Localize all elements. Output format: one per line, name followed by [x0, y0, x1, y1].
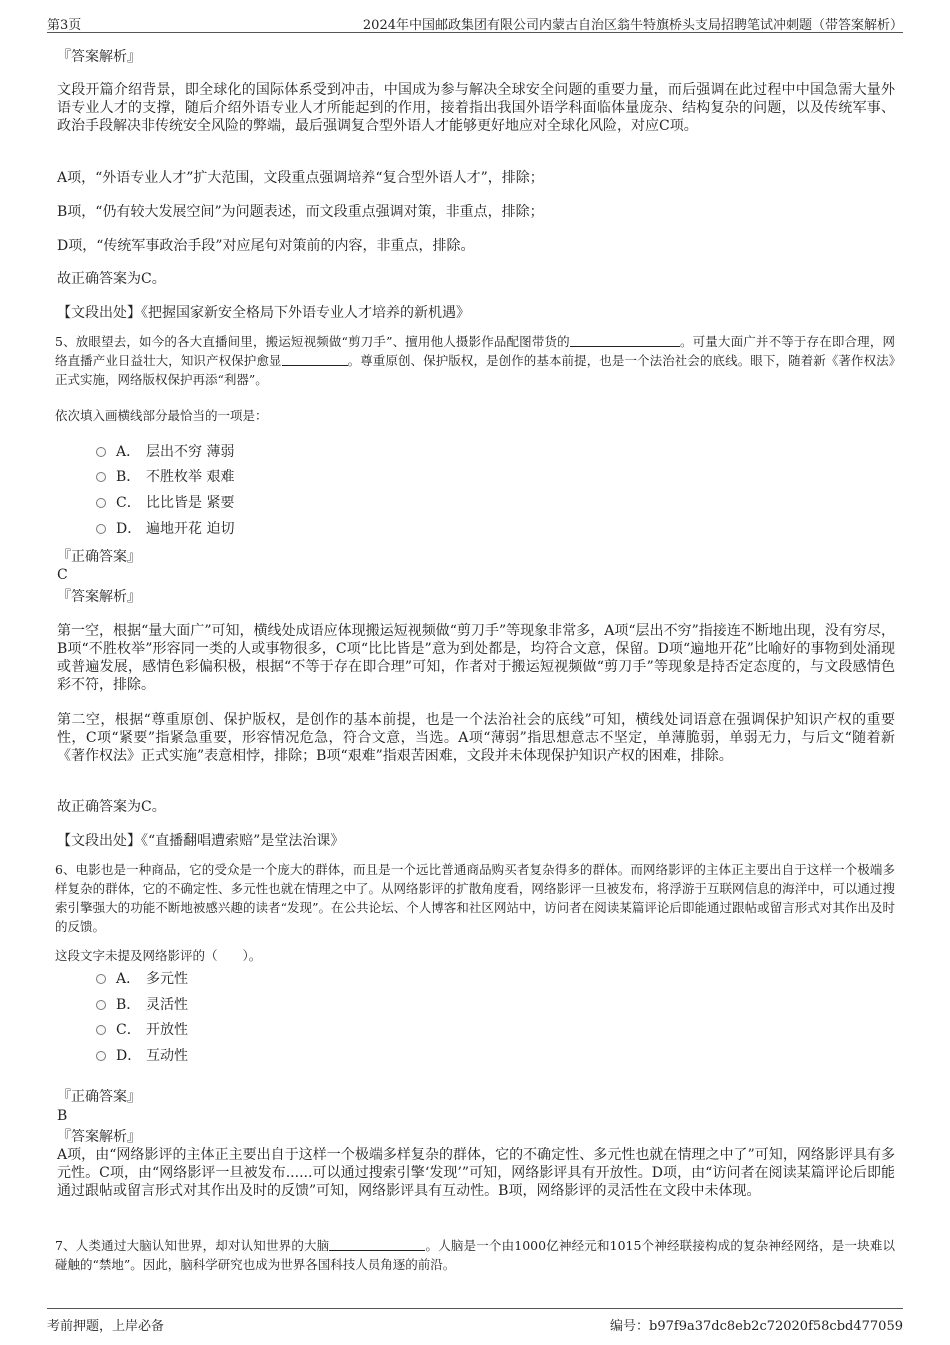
option-text: 互动性 [146, 1048, 188, 1064]
option-letter: B． [116, 469, 141, 485]
q5-blank-2 [282, 353, 348, 366]
q5-option-a[interactable] [96, 442, 234, 462]
q4-source: 【文段出处】《把握国家新安全格局下外语专业人才培养的新机遇》 [57, 305, 470, 321]
q5-answer: C [57, 567, 68, 583]
q5-analysis-heading: 『答案解析』 [57, 589, 141, 605]
option-text: 比比皆是 紧要 [146, 495, 235, 511]
document-id: 编号：b97f9a37dc8eb2c72020f58cbd477059 [610, 1319, 903, 1334]
radio-icon[interactable] [96, 524, 106, 534]
q5-blank-1 [570, 334, 680, 347]
q5-stem [55, 332, 895, 389]
q6-answer-heading: 『正确答案』 [57, 1089, 141, 1105]
q7-stem-part2: 。人脑是一个由1000亿神经元和1015个神经联接构成的复杂神经网络，是一块难以碰触的“禁地”。因此，脑科学研究也成为世界各国科技人员角逐的前沿。 [55, 1238, 895, 1272]
option-letter: D． [116, 1048, 142, 1064]
q5-prompt: 依次填入画横线部分最恰当的一项是： [55, 408, 268, 423]
q5-answer-heading: 『正确答案』 [57, 549, 141, 565]
radio-icon[interactable] [96, 1051, 106, 1061]
q5-stem-part1: 5、放眼望去，如今的各大直播间里，搬运短视频做“剪刀手”、擅用他人摄影作品配图带货的 [55, 334, 570, 349]
q6-analysis: A项，由“网络影评的主体正主要出自于这样一个极端多样复杂的群体，它的不确定性、多元性也就在情理之中了”可知，网络影评具有多元性。C项，由“网络影评一旦被发布......可以通过搜索引擎‘发现’”可知，网络影评具有开放性。D项，由“访问者在阅读某篇评论后即能通过跟帖或留言形式对其作出及时的反馈”可知，网络影评具有互动性。B项，网络影评的灵活性在文段中未体现。 [57, 1147, 895, 1199]
q4-analysis-option-a: A项，“外语专业人才”扩大范围，文段重点强调培养“复合型外语人才”，排除； [57, 170, 544, 186]
q6-analysis-heading: 『答案解析』 [57, 1129, 141, 1145]
option-text: 不胜枚举 艰难 [146, 469, 235, 485]
q5-option-c[interactable] [96, 493, 234, 513]
q4-analysis-option-b: B项，“仍有较大发展空间”为问题表述，而文段重点强调对策，非重点，排除； [57, 204, 544, 220]
q4-conclusion: 故正确答案为C。 [57, 271, 166, 287]
q5-option-d[interactable] [96, 519, 234, 539]
q5-analysis-paragraph-2: 第二空，根据“尊重原创、保护版权，是创作的基本前提，也是一个法治社会的底线”可知，横线处词语意在强调保护知识产权的重要性，C项“紧要”指紧急重要，形容情况危急，符合文意，当选。A项“薄弱”指思想意志不坚定，单薄脆弱，单弱无力，与后文“随着新《著作权法》正式实施”表意相悖，排除；B项“艰难”指艰苦困难，文段并未体现保护知识产权的困难，排除。 [57, 712, 895, 764]
radio-icon[interactable] [96, 498, 106, 508]
q6-answer: B [57, 1108, 68, 1124]
option-text: 开放性 [146, 1022, 188, 1038]
option-letter: A． [116, 444, 141, 460]
option-text: 遍地开花 迫切 [146, 521, 235, 537]
page-footer [47, 1308, 903, 1333]
option-letter: D． [116, 521, 142, 537]
q7-blank [329, 1238, 425, 1251]
page-header [47, 14, 903, 33]
radio-icon[interactable] [96, 447, 106, 457]
radio-icon[interactable] [96, 472, 106, 482]
option-letter: C． [116, 495, 141, 511]
option-letter: A． [116, 971, 141, 987]
q7-stem-part1: 7、人类通过大脑认知世界，却对认知世界的大脑 [55, 1238, 330, 1253]
q6-stem: 6、电影也是一种商品，它的受众是一个庞大的群体，而且是一个远比普通商品购买者复杂得多的群体。而网络影评的主体正主要出自于这样一个极端多样复杂的群体，它的不确定性、多元性也就在情理之中了。从网络影评的扩散角度看，网络影评一旦被发布，将浮游于互联网信息的海洋中，可以通过搜索引擎强大的功能不断地被感兴趣的读者“发现”。在公共论坛、个人博客和社区网站中，访问者在阅读某篇评论后即能通过跟帖或留言形式对其作出及时的反馈。 [55, 862, 895, 934]
radio-icon[interactable] [96, 1025, 106, 1035]
q5-stem-part2: 。可量大面广并不等于存在即合理，网络直播产业日益壮大，知识产权保护愈显 [55, 334, 895, 368]
q6-option-b[interactable] [96, 995, 188, 1015]
q6-option-c[interactable] [96, 1020, 188, 1040]
q4-analysis-option-d: D项，“传统军事政治手段”对应尾句对策前的内容，非重点，排除。 [57, 238, 475, 254]
q5-option-b[interactable] [96, 467, 234, 487]
q6-option-a[interactable] [96, 969, 188, 989]
q4-analysis-heading: 『答案解析』 [57, 49, 141, 65]
option-letter: C． [116, 1022, 141, 1038]
q6-option-d[interactable] [96, 1046, 188, 1066]
q5-stem-part3: 。尊重原创、保护版权，是创作的基本前提，也是一个法治社会的底线。眼下，随着新《著作权法》正式实施，网络版权保护再添“利器”。 [55, 353, 895, 387]
q5-analysis-paragraph-1: 第一空，根据“量大面广”可知，横线处成语应体现搬运短视频做“剪刀手”等现象非常多，A项“层出不穷”指接连不断地出现，没有穷尽，B项“不胜枚举”形容同一类的人或事物很多，C项“比比皆是”意为到处都是，均符合文意，保留。D项“遍地开花”比喻好的事物到处涌现或普遍发展，感情色彩偏积极，根据“不等于存在即合理”可知，作者对于搬运短视频做“剪刀手”等现象是持否定态度的，与文段感情色彩不符，排除。 [57, 623, 895, 693]
q4-analysis-paragraph: 文段开篇介绍背景，即全球化的国际体系受到冲击，中国成为参与解决全球安全问题的重要力量，而后强调在此过程中中国急需大量外语专业人才的支撑，随后介绍外语专业人才所能起到的作用，接着指出我国外语学科面临体量庞杂、结构复杂的问题，以及传统军事、政治手段解决非传统安全风险的弊端，最后强调复合型外语人才能够更好地应对全球化风险，对应C项。 [57, 82, 895, 134]
footer-slogan: 考前押题，上岸必备 [47, 1319, 165, 1334]
page-number: 第3页 [47, 18, 82, 33]
radio-icon[interactable] [96, 974, 106, 984]
q7-stem [55, 1236, 895, 1274]
option-letter: B． [116, 997, 141, 1013]
q6-prompt: 这段文字未提及网络影评的（ ）。 [55, 948, 262, 963]
option-text: 灵活性 [146, 997, 188, 1013]
option-text: 层出不穷 薄弱 [146, 444, 235, 460]
q5-conclusion: 故正确答案为C。 [57, 799, 166, 815]
q5-source: 【文段出处】《“直播翻唱遭索赔”是堂法治课》 [57, 833, 345, 849]
document-title: 2024年中国邮政集团有限公司内蒙古自治区翁牛特旗桥头支局招聘笔试冲刺题（带答案解析） [362, 18, 903, 33]
radio-icon[interactable] [96, 1000, 106, 1010]
option-text: 多元性 [146, 971, 188, 987]
